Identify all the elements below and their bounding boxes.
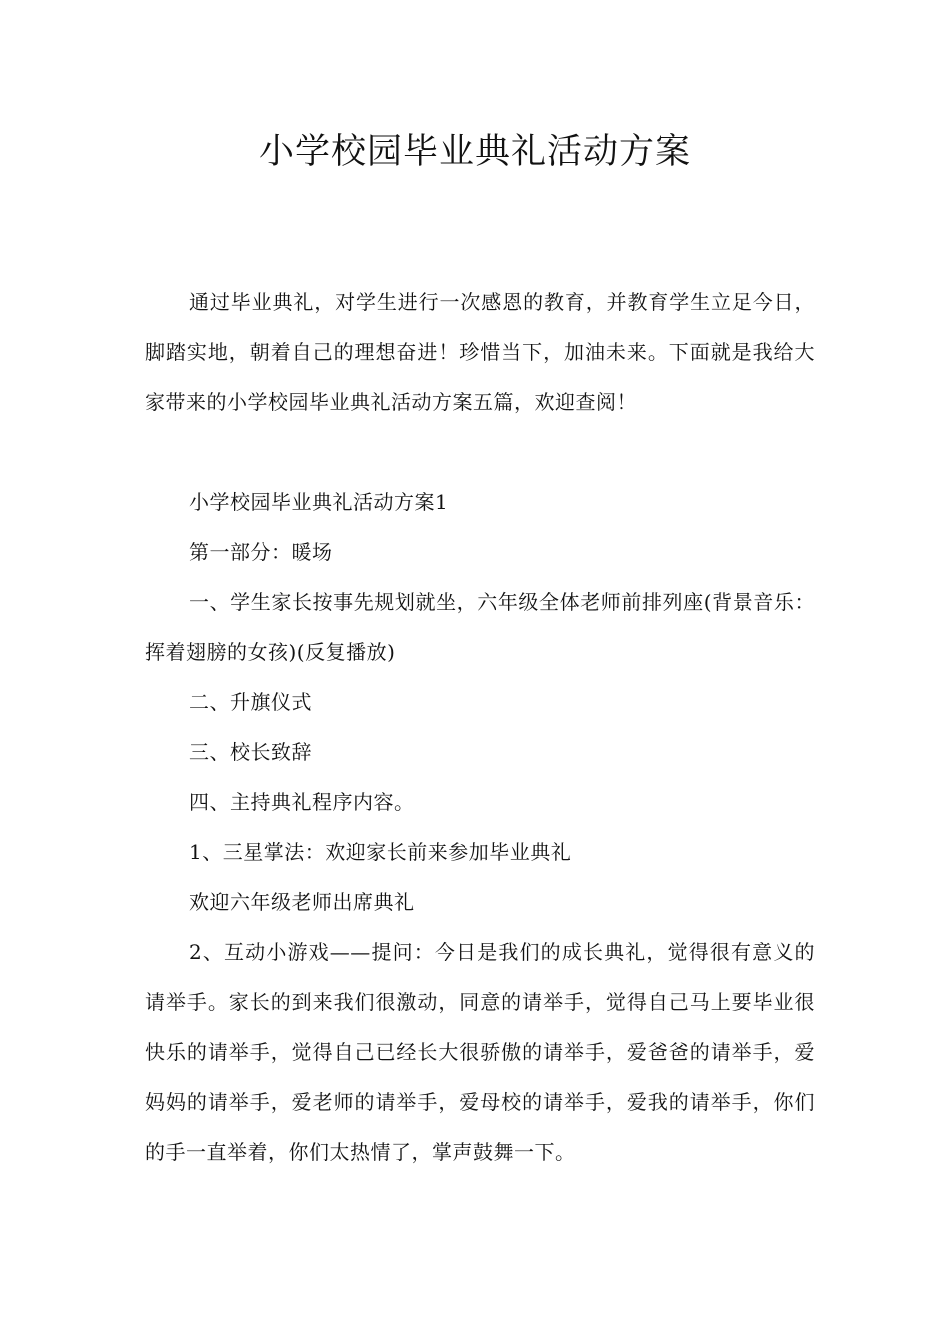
paragraph: 三、校长致辞: [189, 740, 312, 764]
paragraph: 二、升旗仪式: [189, 690, 312, 714]
document-title: 小学校园毕业典礼活动方案: [258, 132, 691, 172]
section-heading: 小学校园毕业典礼活动方案1: [189, 490, 449, 514]
paragraph: 欢迎六年级老师出席典礼: [189, 890, 415, 914]
paragraph: 四、主持典礼程序内容。: [189, 790, 415, 814]
part-heading: 第一部分：暖场: [189, 540, 333, 564]
paragraph: 1、三星掌法：欢迎家长前来参加毕业典礼: [189, 840, 572, 864]
paragraph: 2、互动小游戏——提问：今日是我们的成长典礼，觉得很有意义的请举手。家长的到来我们很激动，同意的请举手，觉得自己马上要毕业很快乐的请举手，觉得自己已经长大很骄傲的请举手，爱爸爸的请举手，爱妈妈的请举手，爱老师的请举手，爱母校的请举手，爱我的请举手，你们的手一直举着，你们太热情了，掌声鼓舞一下。: [145, 940, 815, 1164]
intro-paragraph: 通过毕业典礼，对学生进行一次感恩的教育，并教育学生立足今日，脚踏实地，朝着自己的理想奋进！珍惜当下，加油未来。下面就是我给大家带来的小学校园毕业典礼活动方案五篇，欢迎查阅！: [145, 290, 815, 414]
paragraph: 一、学生家长按事先规划就坐，六年级全体老师前排列座(背景音乐：挥着翅膀的女孩)(反复播放): [145, 590, 815, 664]
